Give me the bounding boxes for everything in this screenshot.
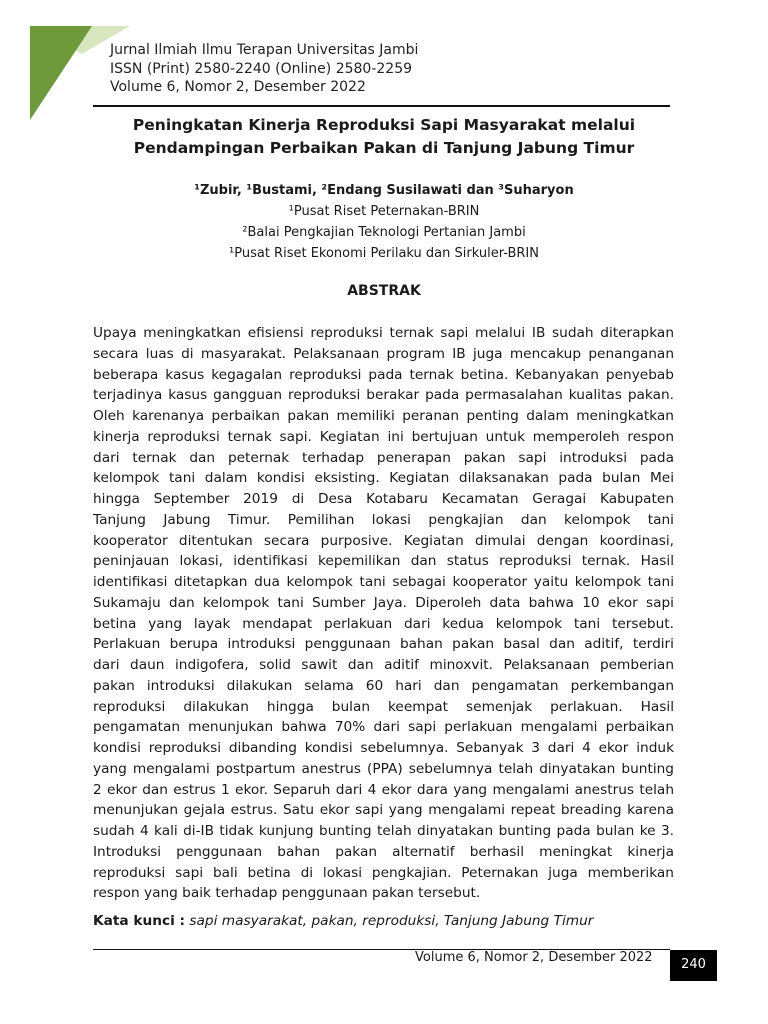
abstract-line: identifikasi ditetapkan dua kelompok tani sebagai kooperator yaitu kelompok tani	[93, 574, 674, 590]
journal-header	[110, 41, 418, 97]
affiliation: ¹Pusat Riset Peternakan-BRIN	[288, 204, 480, 219]
affiliation: ²Balai Pengkajian Teknologi Pertanian Jambi	[242, 225, 526, 240]
abstract-line: Oleh karenanya perbaikan pakan memiliki peranan penting dalam meningkatkan	[93, 408, 674, 424]
abstract-line: Sukamaju dan kelompok tani Sumber Jaya. Diperoleh data bahwa 10 ekor sapi	[93, 594, 674, 611]
paper-title	[93, 114, 675, 160]
abstract-line: reproduksi sapi bali betina di lokasi pengkajian. Peternakan juga memberikan	[93, 864, 674, 881]
keywords-label: Kata kunci :	[93, 913, 186, 929]
abstract-line: kooperator ditentukan secara purposive. Kegiatan dimulai dengan koordinasi,	[93, 532, 674, 549]
abstract-line: menunjukan gejala estrus. Satu ekor sapi yang mengalami repeat breading karena	[93, 802, 674, 819]
abstract-line: pengamatan menunjukan bahwa 70% dari sapi perlakuan mengalami perbaikan	[93, 719, 674, 736]
abstract-line: terjadinya kasus gangguan reproduksi berakar pada permasalahan kualitas pakan.	[93, 387, 674, 404]
abstract-line: peninjauan lokasi, identifikasi kepemilikan dan status reproduksi ternak. Hasil	[93, 553, 674, 570]
journal-name: Jurnal Ilmiah Ilmu Terapan Universitas Jambi	[110, 42, 419, 58]
abstract-body	[93, 323, 674, 904]
abstract-line: Perlakuan berupa introduksi penggunaan bahan pakan basal dan aditif, terdiri	[93, 636, 674, 653]
abstract-line: respon yang baik terhadap penggunaan pakan tersebut.	[93, 885, 481, 902]
header-divider	[93, 105, 670, 107]
abstract-line: Introduksi penggunaan bahan pakan alternatif berhasil meningkat kinerja	[93, 843, 674, 860]
keywords-value: sapi masyarakat, pakan, reproduksi, Tanjung Jabung Timur	[189, 913, 594, 929]
journal-volume: Volume 6, Nomor 2, Desember 2022	[110, 79, 366, 95]
journal-issn: ISSN (Print) 2580-2240 (Online) 2580-2259	[110, 60, 413, 77]
abstract-line: hingga September 2019 di Desa Kotabaru Kecamatan Geragai Kabupaten	[93, 491, 674, 507]
abstract-line: sudah 4 kali di-IB tidak kunjung bunting telah dinyatakan bunting pada bulan ke 3.	[93, 823, 674, 839]
abstract-line: dari ternak dan peternak terhadap penerapan pakan sapi introduksi pada	[93, 449, 674, 466]
page-number: 240	[670, 950, 717, 981]
abstract-line: dari daun indigofera, solid sawit dan aditif minoxvit. Pelaksanaan pemberian	[93, 657, 674, 673]
abstract-line: betina yang layak mendapat perlakuan dari kedua kelompok tani tersebut.	[93, 615, 674, 632]
abstract-line: kelompok tani dalam kondisi eksisting. Kegiatan dilaksanakan pada bulan Mei	[93, 470, 674, 487]
abstract-line: kinerja reproduksi ternak sapi. Kegiatan ini bertujuan untuk memperoleh respon	[93, 428, 674, 445]
abstract-line: kondisi reproduksi dibanding kondisi sebelumnya. Sebanyak 3 dari 4 ekor induk	[93, 740, 674, 756]
abstract-line: secara luas di masyarakat. Pelaksanaan program IB juga mencakup penanganan	[93, 345, 674, 362]
abstract-line: reproduksi dilakukan hingga bulan keempat semenjak perlakuan. Hasil	[93, 698, 674, 715]
affiliation: ¹Pusat Riset Ekonomi Perilaku dan Sirkuler-BRIN	[229, 246, 539, 261]
abstract-heading: ABSTRAK	[347, 283, 421, 299]
abstract-line: Tanjung Jabung Timur. Pemilihan lokasi pengkajian dan kelompok tani	[93, 511, 674, 528]
author-block	[93, 180, 675, 264]
abstract-line: pakan introduksi dilakukan selama 60 hari dan pengamatan perkembangan	[93, 677, 674, 694]
abstract-line: beberapa kasus kegagalan reproduksi pada ternak betina. Kebanyakan penyebab	[93, 366, 674, 383]
keywords	[93, 913, 593, 929]
abstract-line: Upaya meningkatkan efisiensi reproduksi ternak sapi melalui IB sudah diterapkan	[93, 325, 674, 341]
author-names: ¹Zubir, ¹Bustami, ²Endang Susilawati dan ³Suharyon	[194, 183, 574, 198]
title-line: Peningkatan Kinerja Reproduksi Sapi Masyarakat melalui	[132, 116, 636, 134]
footer-volume: Volume 6, Nomor 2, Desember 2022	[415, 950, 653, 965]
title-line: Pendampingan Perbaikan Pakan di Tanjung Jabung Timur	[133, 139, 635, 157]
abstract-line: 2 ekor dan estrus 1 ekor. Separuh dari 4 ekor dara yang mengalami anestrus telah	[93, 781, 674, 798]
abstract-line: yang mengalami postpartum anestrus (PPA) sebelumnya telah dinyatakan bunting	[93, 760, 674, 777]
